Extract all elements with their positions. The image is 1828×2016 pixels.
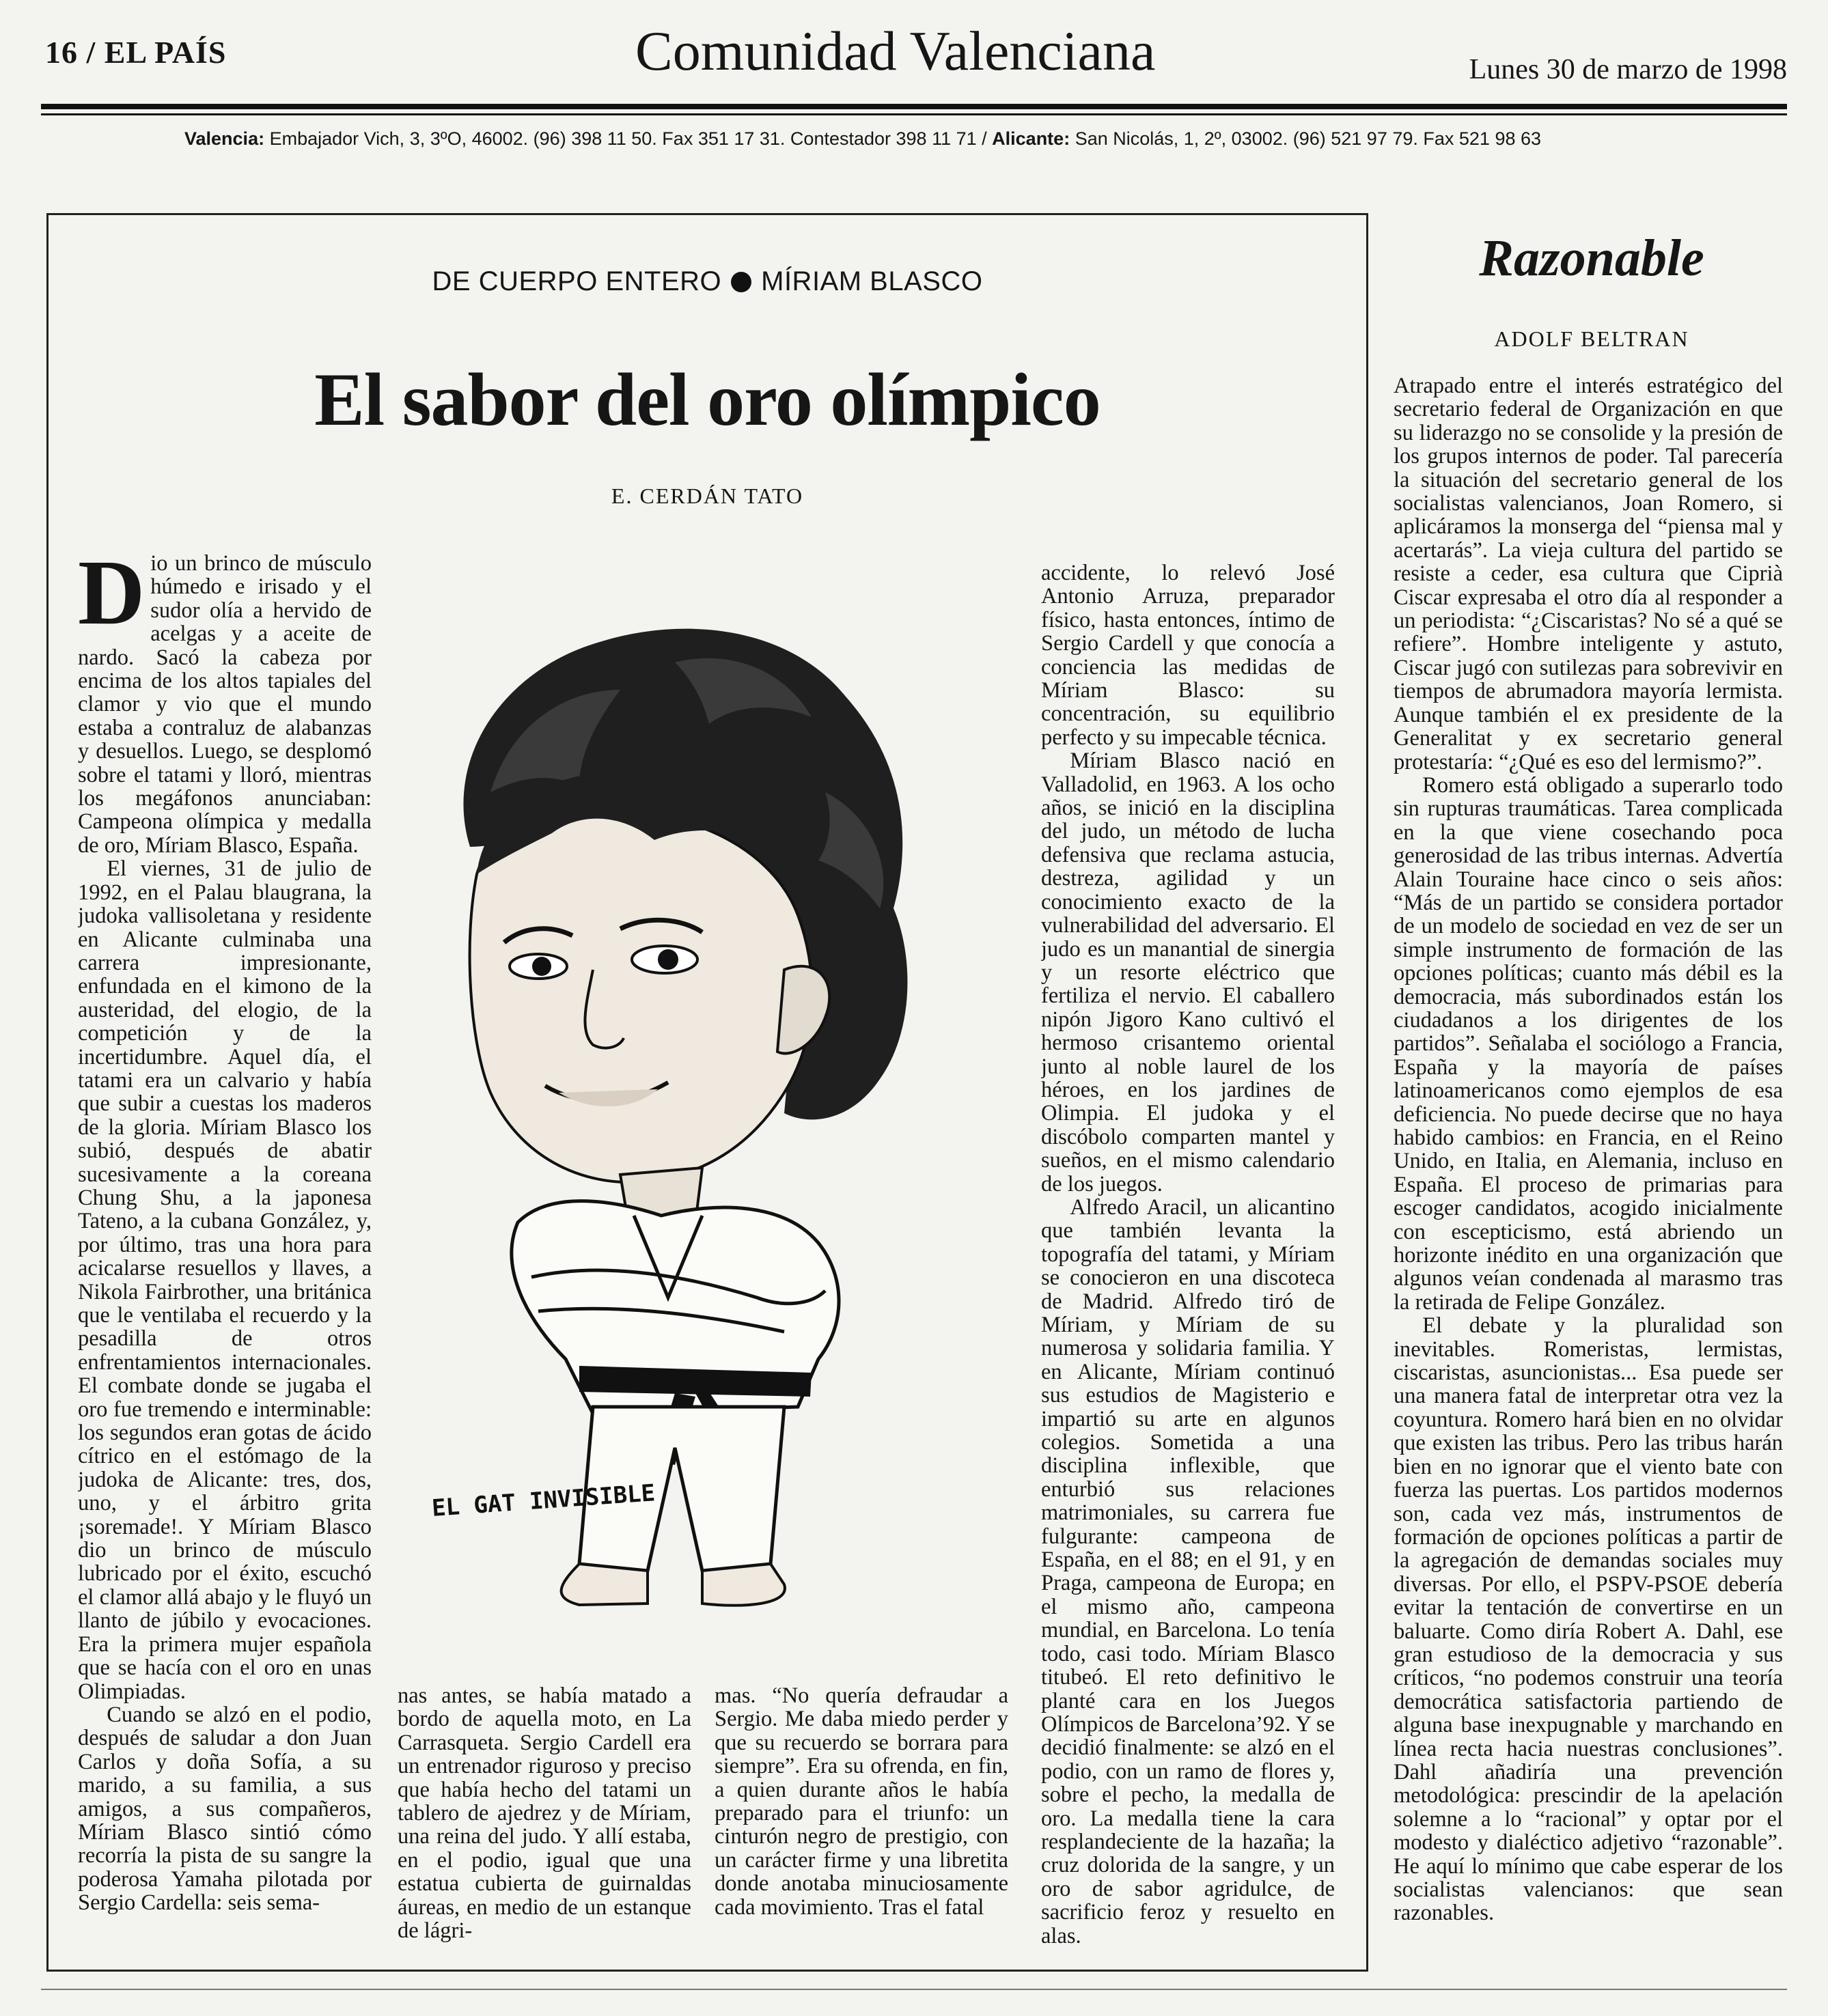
opinion-author: ADOLF BELTRAN bbox=[1494, 326, 1689, 351]
article-paragraph bbox=[78, 552, 372, 857]
article-headline: El sabor del oro olímpico bbox=[314, 358, 1100, 441]
masthead-rule-thick bbox=[41, 104, 1787, 109]
drop-cap: D bbox=[78, 552, 146, 644]
article-paragraph: Míriam Blasco nació en Valladolid, en 1963. A los ocho años, se inició en la disciplina del judo, un método de lucha defensiva que reclama astucia, destreza, agilidad y un conocimiento exacto de la vulnerabilidad del adversario. El judo es un manantial de sinergia y un resorte eléctrico que fertiliza el nervio. El caballero nipón Jigoro Kano cultivó el hermoso crisantemo oriental junto al noble laurel de los héroes, en los jardines de Olimpia. El judoka y el discóbolo comparten mantel y sueños, en el mismo calendario de los juegos. bbox=[1041, 748, 1335, 1196]
article-byline: E. CERDÁN TATO bbox=[611, 484, 804, 508]
caricature-illustration bbox=[374, 587, 1023, 1639]
article-paragraph: accidente, lo relevó José Antonio Arruza, preparador físico, hasta entonces, íntimo de Sergio Cardell y que conocía a conciencia las medidas de Míriam Blasco: su concentración, su equilibrio perfecto y su impecable técnica. bbox=[1041, 561, 1335, 750]
article-paragraph: Alfredo Aracil, un alicantino que también levanta la topografía del tatami, y Míriam se conocieron en una discoteca de Madrid. Alfredo tiró de Míriam, y Míriam de su numerosa y solidaria familia. Y en Alicante, Míriam continuó sus estudios de Magisterio e impartió su arte en algunos colegios. Sometida a una disciplina inflexible, que enturbió sus relaciones matrimoniales, su carrera fue fulgurante: campeona de España, en el 88; en el 91, y en Praga, campeona de Europa; en el mismo año, campeona mundial, en Barcelona. Lo tenía todo, casi todo. Míriam Blasco titubeó. El reto definitivo le planté cara en los Juegos Olímpicos de Barcelona’92. Y se decidió finalmente: se alzó en el podio, con un ramo de flores y, sobre el pecho, la medalla de oro. La medalla tiene la cara resplandeciente de la hazaña; la cruz dolorida de la sangre, y un oro de sabor agridulce, de sacrificio feroz y resuelto en alas. bbox=[1041, 1194, 1335, 1948]
article-column-1 bbox=[78, 552, 372, 1965]
opinion-paragraph: Atrapado entre el interés estratégico del secretario federal de Organización en que su liderazgo no se consolide y la presión de los grupos internos de poder. Tal parecería la situación del secretario general de los socialistas valencianos, Joan Romero, si aplicáramos la monserga del “piensa mal y acertarás”. La vieja cultura del partido se resiste a ceder, esa cultura que Ciprià Ciscar expresaba el otro día al responder a un periodista: “¿Ciscaristas? No sé a qué se refiere”. Hombre inteligente y astuto, Ciscar jugó con sutilezas para sobrevivir en tiempos de abrumadora mayoría lermista. Aunque también el ex presidente de la Generalitat y ex secretario general protestaría: “¿Qué es eso del lermismo?”. bbox=[1394, 374, 1783, 774]
opinion-paragraph: El debate y la pluralidad son inevitables. Romeristas, lermistas, ciscaristas, asuncionistas... Esa puede ser una manera fatal de interpretar otra vez la coyuntura. Romero hará bien en no olvidar que existen las tribus. Pero las tribus harán bien en no ignorar que el viento bate con fuerza las puertas. Los partidos modernos son, cada vez más, instrumentos de formación de opciones políticas a partir de la agregación de demandas sociales muy diversas. Por ello, el PSPV-PSOE debería evitar la tentación de convertirse en un baluarte. Como diría Robert A. Dahl, ese gran estudioso de la democracia y sus críticos, “no podemos construir una teoría democrática satisfactoria partiendo de alguna base inexpugnable y marchando en línea recta hacia nuestras conclusiones”. Dahl añadiría una prevención metodológica: prescindir de la apelación solemne a lo “racional” y optar por el modesto y dialéctico adjetivo “razonable”. He aquí lo mínimo que cabe esperar de los socialistas valencianos: que sean razonables. bbox=[1394, 1313, 1783, 1926]
masthead-rule-thin bbox=[41, 113, 1787, 115]
article-kicker bbox=[46, 266, 1368, 297]
alicante-label: Alicante: bbox=[992, 128, 1070, 149]
article-paragraph: mas. “No quería defraudar a Sergio. Me daba miedo perder y que su recuerdo se borrara para siempre”. Era su ofrenda, en fin, a quien durante años le había preparado para el triunfo: un cinturón negro de prestigio, con un carácter firme y una libretita donde anotaba minuciosamente cada movimiento. Tras el fatal bbox=[715, 1684, 1008, 1920]
opinion-column bbox=[1394, 374, 1783, 2006]
kicker-subject: MÍRIAM BLASCO bbox=[761, 266, 983, 296]
valencia-text: Embajador Vich, 3, 3ºO, 46002. (96) 398 11 50. Fax 351 17 31. Contestador 398 11 71 / bbox=[264, 128, 993, 149]
artist-signature: EL GAT INVISIBLE bbox=[430, 1479, 656, 1522]
kicker-series: DE CUERPO ENTERO bbox=[432, 266, 722, 296]
alicante-text: San Nicolás, 1, 2º, 03002. (96) 521 97 79. Fax 521 98 63 bbox=[1070, 128, 1542, 149]
article-column-3 bbox=[715, 1684, 1008, 1964]
article-paragraph: nas antes, se había matado a bordo de aquella moto, en La Carrasqueta. Sergio Cardell era un entrenador riguroso y preciso que había hecho del tatami un tablero de ajedrez y de Míriam, una reina del judo. Y allí estaba, en el podio, igual que una estatua cubierta de guirnaldas áureas, en medio de un estanque de lágri- bbox=[398, 1684, 691, 1944]
paragraph-text: io un brinco de músculo húmedo e irisado y el sudor olía a hervido de acelgas y a aceite de nardo. Sacó la cabeza por encima de los altos tapiales del clamor y vio que el mundo estaba a contraluz de alabanzas y desuellos. Luego, se desplomó sobre el tatami y lloró, mientras los megáfonos anunciaban: Campeona olímpica y medalla de oro, Míriam Blasco, España. bbox=[78, 552, 372, 858]
bottom-rule bbox=[41, 1989, 1787, 1990]
page-number: 16 / EL PAÍS bbox=[45, 35, 227, 70]
section-name: Comunidad Valenciana bbox=[635, 20, 1156, 82]
article-paragraph: El viernes, 31 de julio de 1992, en el Palau blaugrana, la judoka vallisoletana y residente en Alicante culminaba una carrera impresionante, enfundada en el kimono de la austeridad, del elogio, de la competición y de la incertidumbre. Aquel día, el tatami era un calvario y había que subir a cuestas los maderos de la gloria. Míriam Blasco los subió, después de abatir sucesivamente a la coreana Chung Shu, a la japonesa Tateno, a la cubana González, y, por último, tras una hora para acicalarse resuellos y llaves, a Nikola Fairbrother, una británica que le ventilaba el recuerdo y la pesadilla de otros enfrentamientos internacionales. El combate donde se jugaba el oro fue tremendo e interminable: los segundos eran gotas de ácido cítrico en el estómago de la judoka de Alicante: tres, dos, uno, y el árbitro grita ¡soremade!. Y Míriam Blasco dio un brinco de músculo lubricado por el éxito, escuchó el clamor allá abajo y le fluyó un llanto de júbilo y evocaciones. Era la primera mujer española que se hacía con el oro en unas Olimpiadas. bbox=[78, 856, 372, 1704]
article-column-4 bbox=[1041, 561, 1335, 1965]
contact-line bbox=[184, 128, 1541, 150]
opinion-paragraph: Romero está obligado a superarlo todo sin rupturas traumáticas. Tarea complicada en la que viene cosechando poca generosidad de las tribus internas. Advertía Alain Touraine hace cinco o seis años: “Más de un partido se considera portador de un modelo de sociedad en vez de ser un simple instrumento de formación de las opciones políticas; cuanto más débil es la democracia, más subordinados están los ciudadanos a los dirigentes de los partidos”. Señalaba el sociólogo a Francia, España y la mayoría de países latinoamericanos como ejemplos de esa deficiencia. No puede decirse que no haya habido cambios: en Francia, en el Reino Unido, en Italia, en Alemania, incluso en España. El proceso de primarias para escoger candidatos, acogido inicialmente con escepticismo, está abriendo un horizonte inédito en una organización que algunos veían condenada al marasmo tras la retirada de Felipe González. bbox=[1394, 772, 1783, 1315]
issue-date: Lunes 30 de marzo de 1998 bbox=[1469, 54, 1787, 85]
valencia-label: Valencia: bbox=[184, 128, 265, 149]
article-paragraph: Cuando se alzó en el podio, después de saludar a don Juan Carlos y doña Sofía, a su marido, a su familia, a sus amigos, a sus compañeros, Míriam Blasco sintió cómo recorría la pista de su sangre la poderosa Yamaha pilotada por Sergio Cardella: seis sema- bbox=[78, 1702, 372, 1916]
article-column-2 bbox=[398, 1684, 691, 1964]
opinion-title: Razonable bbox=[1479, 229, 1704, 287]
bullet-dot-icon bbox=[731, 272, 751, 292]
